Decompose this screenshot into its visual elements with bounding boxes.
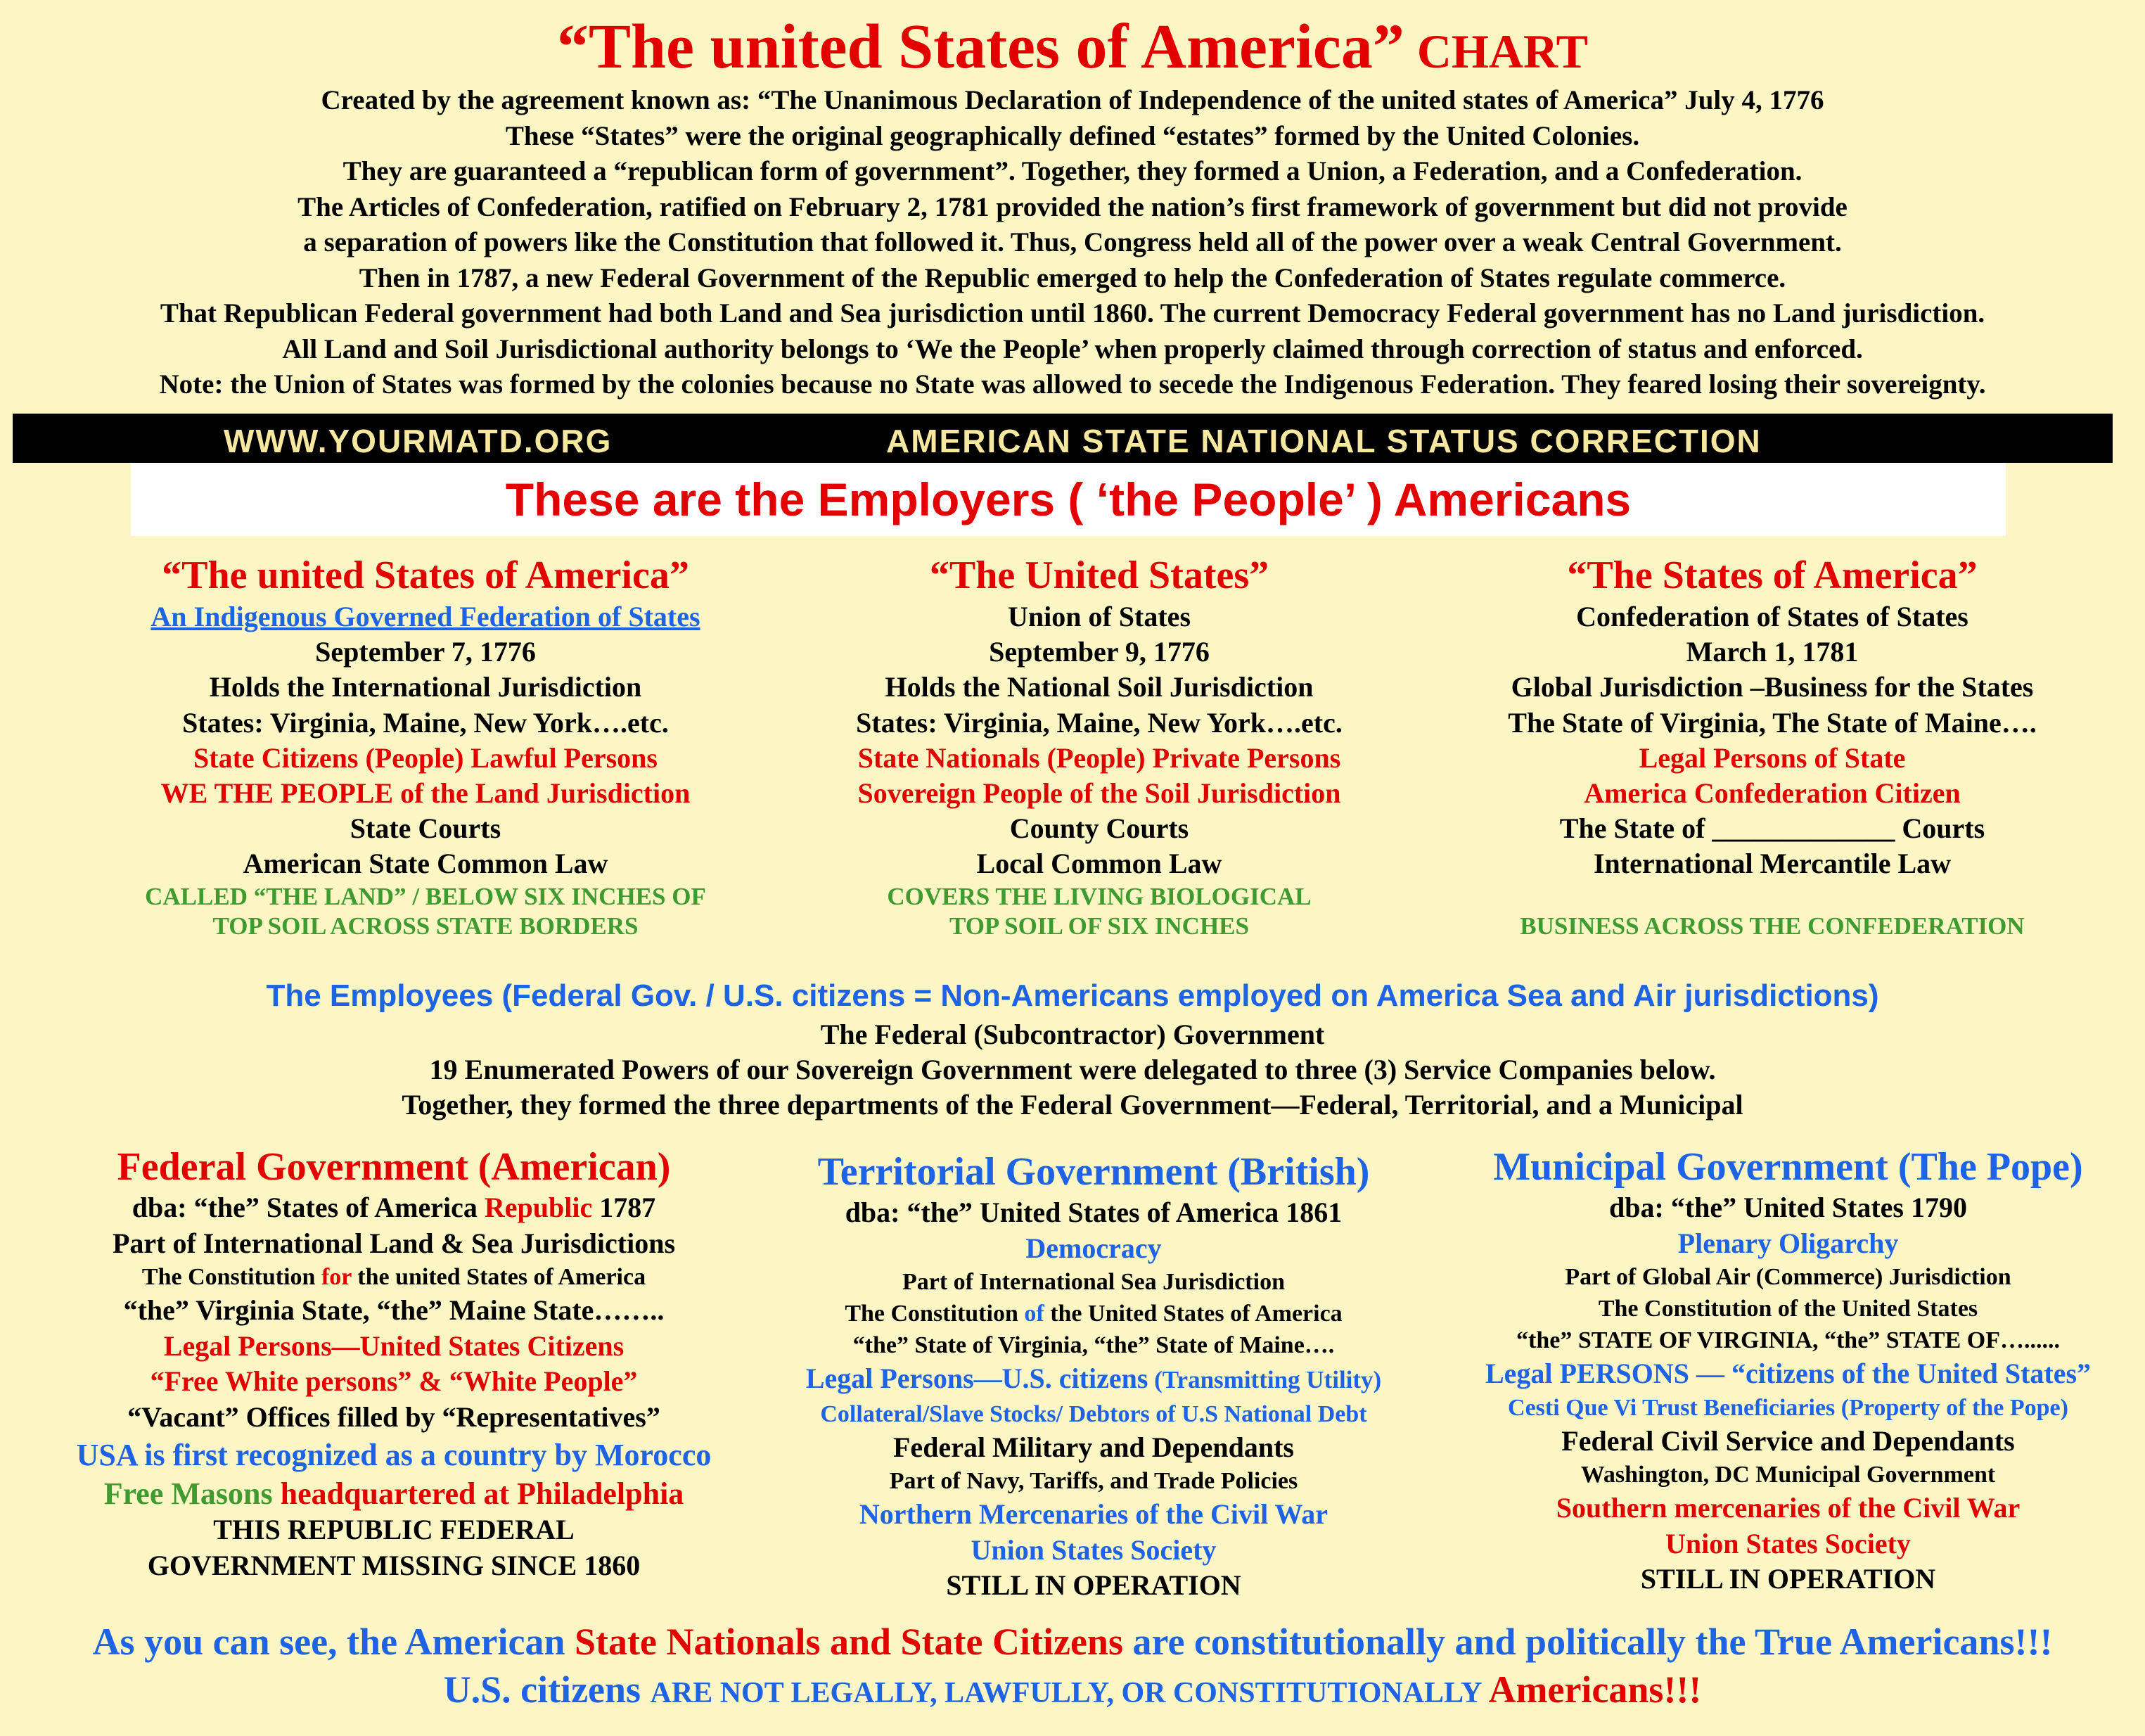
footer-text: are constitutionally and politically the True Americans!!!	[1122, 1621, 2053, 1663]
chart-title-suffix: CHART	[1416, 25, 1589, 78]
employer-column-the-united-states	[744, 551, 1454, 941]
website-link[interactable]: WWW.YOURMATD.ORG	[224, 423, 613, 459]
column-society: Union States Society	[971, 1533, 1217, 1566]
column-subtitle-link[interactable]: An Indigenous Governed Federation of States	[151, 601, 700, 632]
column-jurisdiction: Part of International Sea Jurisdiction	[902, 1269, 1285, 1295]
column-jurisdiction: Holds the National Soil Jurisdiction	[885, 671, 1314, 703]
intro-line: Then in 1787, a new Federal Government of the Republic emerged to help the Confederation of States regulate commerce.	[359, 262, 1786, 293]
employees-line: The Federal (Subcontractor) Government	[820, 1019, 1325, 1050]
intro-line: Note: the Union of States was formed by the colonies because no State was allowed to secede the Indigenous Federation. They feared losing their sovereignty.	[159, 369, 1986, 400]
column-persons: Legal Persons—United States Citizens	[163, 1329, 625, 1362]
employees-heading: The Employees (Federal Gov. / U.S. citizens = Non-Americans employed on America Sea and Air jurisdictions)	[266, 978, 1879, 1013]
column-dba	[14, 1190, 774, 1226]
column-courts: County Courts	[1009, 812, 1189, 845]
column-title: Territorial Government (British)	[817, 1150, 1370, 1194]
column-jurisdiction: Part of International Land & Sea Jurisdictions	[112, 1227, 676, 1259]
column-missing: THIS REPUBLIC FEDERAL	[213, 1514, 575, 1545]
federal-government-column	[14, 1144, 774, 1583]
column-note: TOP SOIL OF SIX INCHES	[949, 912, 1249, 940]
column-persons: Legal PERSONS — “citizens of the United States”	[1485, 1358, 2092, 1389]
column-law: Local Common Law	[976, 848, 1222, 880]
column-constitution	[14, 1261, 774, 1293]
employers-heading: These are the Employers ( ‘the People’ ) Americans	[131, 463, 2006, 536]
dba-year: 1787	[592, 1192, 656, 1223]
footer-line-1	[0, 1618, 2145, 1666]
intro-line: They are guaranteed a “republican form of government”. Together, they formed a Union, a Federation, and a Confederation.	[342, 156, 1803, 186]
column-states: “the” Virginia State, “the” Maine State……..	[123, 1294, 665, 1326]
column-washington: Washington, DC Municipal Government	[1580, 1462, 1996, 1488]
column-missing: GOVERNMENT MISSING SINCE 1860	[147, 1549, 641, 1581]
column-constitution: The Constitution of the United States	[1598, 1296, 1978, 1322]
column-note	[1396, 882, 2145, 912]
column-jurisdiction: Part of Global Air (Commerce) Jurisdiction	[1565, 1264, 2011, 1290]
footer-caps: ARE NOT LEGALLY, LAWFULLY, OR CONSTITUTIONALLY	[650, 1677, 1489, 1709]
intro-line: These “States” were the original geographically defined “estates” formed by the United Colonies.	[505, 120, 1640, 151]
column-jurisdiction: Global Jurisdiction –Business for the States	[1511, 671, 2034, 703]
municipal-government-column	[1431, 1144, 2145, 1597]
chart-title-main: “The united States of America”	[556, 12, 1404, 82]
column-jurisdiction: Holds the International Jurisdiction	[209, 671, 642, 703]
intro-line: The Articles of Confederation, ratified on February 2, 1781 provided the nation’s first framework of government but did not provide	[297, 191, 1848, 222]
column-masons	[14, 1476, 774, 1512]
footer-text: As you can see, the American	[92, 1621, 575, 1663]
column-courts: State Courts	[350, 812, 501, 845]
column-note: BUSINESS ACROSS THE CONFEDERATION	[1520, 912, 2025, 940]
constitution-a: The Constitution	[845, 1301, 1025, 1327]
employer-column-states-of-america	[1396, 551, 2145, 941]
column-people: WE THE PEOPLE of the Land Jurisdiction	[160, 777, 691, 810]
footer-statement	[0, 1618, 2145, 1717]
intro-line: That Republican Federal government had both Land and Sea jurisdiction until 1860. The current Democracy Federal government has no Land jurisdiction.	[160, 298, 1985, 328]
column-title: Municipal Government (The Pope)	[1493, 1145, 2083, 1189]
column-law: American State Common Law	[243, 848, 608, 880]
column-courts: The State of _____________ Courts	[1559, 812, 1985, 845]
column-persons: Legal Persons of State	[1639, 741, 1906, 774]
employer-column-united-states-of-america	[49, 551, 802, 941]
persons-a: Legal Persons—U.S. citizens	[805, 1362, 1148, 1394]
column-navy: Part of Navy, Tariffs, and Trade Policies	[889, 1468, 1298, 1494]
territorial-government-column	[760, 1149, 1428, 1604]
masons-text: Free Masons	[103, 1476, 273, 1511]
employees-line: 19 Enumerated Powers of our Sovereign Government were delegated to three (3) Service Companies below.	[429, 1054, 1716, 1085]
intro-line: a separation of powers like the Constitution that followed it. Thus, Congress held all of the power over a weak Central Government.	[303, 227, 1842, 257]
intro-line: All Land and Soil Jurisdictional authority belongs to ‘We the People’ when properly claimed through correction of status and enforced.	[282, 333, 1863, 364]
column-states: States: Virginia, Maine, New York….etc.	[856, 706, 1343, 739]
column-persons	[760, 1361, 1428, 1398]
column-cesti: Cesti Que Vi Trust Beneficiaries (Property of the Pope)	[1508, 1394, 2068, 1421]
column-title: “The States of America”	[1567, 554, 1978, 597]
column-people: America Confederation Citizen	[1584, 777, 1961, 810]
masons-hq: headquartered at Philadelphia	[272, 1476, 684, 1511]
column-morocco: USA is first recognized as a country by Morocco	[76, 1438, 712, 1472]
column-society: Union States Society	[1665, 1527, 1911, 1559]
column-title: Federal Government (American)	[117, 1145, 671, 1189]
column-title: “The united States of America”	[162, 554, 689, 597]
column-dba: dba: “the” United States 1790	[1609, 1192, 1967, 1223]
column-title: “The United States”	[929, 554, 1269, 597]
column-note: COVERS THE LIVING BIOLOGICAL	[887, 882, 1312, 910]
footer-highlight: Americans!!!	[1488, 1668, 1702, 1711]
constitution-a: The Constitution	[141, 1264, 321, 1290]
column-civil-service: Federal Civil Service and Dependants	[1561, 1424, 2015, 1457]
column-states: The State of Virginia, The State of Maine….	[1508, 706, 2037, 739]
column-persons: State Nationals (People) Private Persons	[857, 741, 1341, 774]
footer-line-2	[0, 1666, 2145, 1717]
employees-line: Together, they formed the three departments of the Federal Government—Federal, Territorial, and a Municipal	[402, 1089, 1743, 1121]
constitution-of: of	[1024, 1301, 1044, 1327]
column-people: Sovereign People of the Soil Jurisdiction	[857, 777, 1341, 810]
column-operation: STILL IN OPERATION	[946, 1569, 1241, 1601]
constitution-for: for	[321, 1264, 352, 1290]
dba-republic: Republic	[484, 1192, 593, 1223]
column-offices: “Vacant” Offices filled by “Representatives”	[127, 1400, 660, 1433]
column-persons: State Citizens (People) Lawful Persons	[193, 741, 658, 774]
intro-paragraph	[0, 83, 2145, 403]
column-mercenaries: Southern mercenaries of the Civil War	[1556, 1492, 2021, 1524]
persons-b: (Transmitting Utility)	[1148, 1366, 1382, 1393]
dba-text: dba: “the” States of America	[132, 1192, 485, 1223]
column-military: Federal Military and Dependants	[893, 1431, 1294, 1463]
column-type: Democracy	[1025, 1232, 1162, 1264]
intro-line: Created by the agreement known as: “The Unanimous Declaration of Independence of the united states of America” July 4, 1776	[321, 85, 1824, 115]
constitution-c: the united States of America	[351, 1264, 646, 1290]
employees-section	[0, 975, 2145, 1123]
column-states: “the” STATE OF VIRGINIA, “the” STATE OF…......	[1516, 1327, 2060, 1353]
footer-highlight: State Nationals and State Citizens	[574, 1621, 1123, 1663]
footer-text: U.S. citizens	[443, 1668, 651, 1711]
column-operation: STILL IN OPERATION	[1640, 1563, 1936, 1595]
column-date: March 1, 1781	[1686, 636, 1859, 668]
column-mercenaries: Northern Mercenaries of the Civil War	[859, 1498, 1328, 1530]
column-people: “Free White persons” & “White People”	[150, 1365, 638, 1397]
column-collateral: Collateral/Slave Stocks/ Debtors of U.S National Debt	[820, 1400, 1367, 1427]
constitution-c: the United States of America	[1044, 1301, 1343, 1327]
column-law: International Mercantile Law	[1593, 848, 1952, 880]
column-states: “the” State of Virginia, “the” State of Maine….	[852, 1332, 1335, 1358]
column-note: TOP SOIL ACROSS STATE BORDERS	[212, 912, 639, 940]
column-date: September 7, 1776	[315, 636, 536, 668]
status-banner	[13, 414, 2113, 463]
column-type: Plenary Oligarchy	[1677, 1227, 1899, 1259]
column-subtitle: Union of States	[1007, 601, 1191, 632]
banner-status-text: AMERICAN STATE NATIONAL STATUS CORRECTION	[886, 423, 1762, 459]
column-date: September 9, 1776	[989, 636, 1210, 668]
column-dba: dba: “the” United States of America 1861	[845, 1196, 1343, 1228]
column-note: CALLED “THE LAND” / BELOW SIX INCHES OF	[145, 882, 706, 910]
column-states: States: Virginia, Maine, New York….etc.	[182, 706, 669, 739]
column-subtitle: Confederation of States of States	[1576, 601, 1968, 632]
column-constitution	[760, 1298, 1428, 1329]
